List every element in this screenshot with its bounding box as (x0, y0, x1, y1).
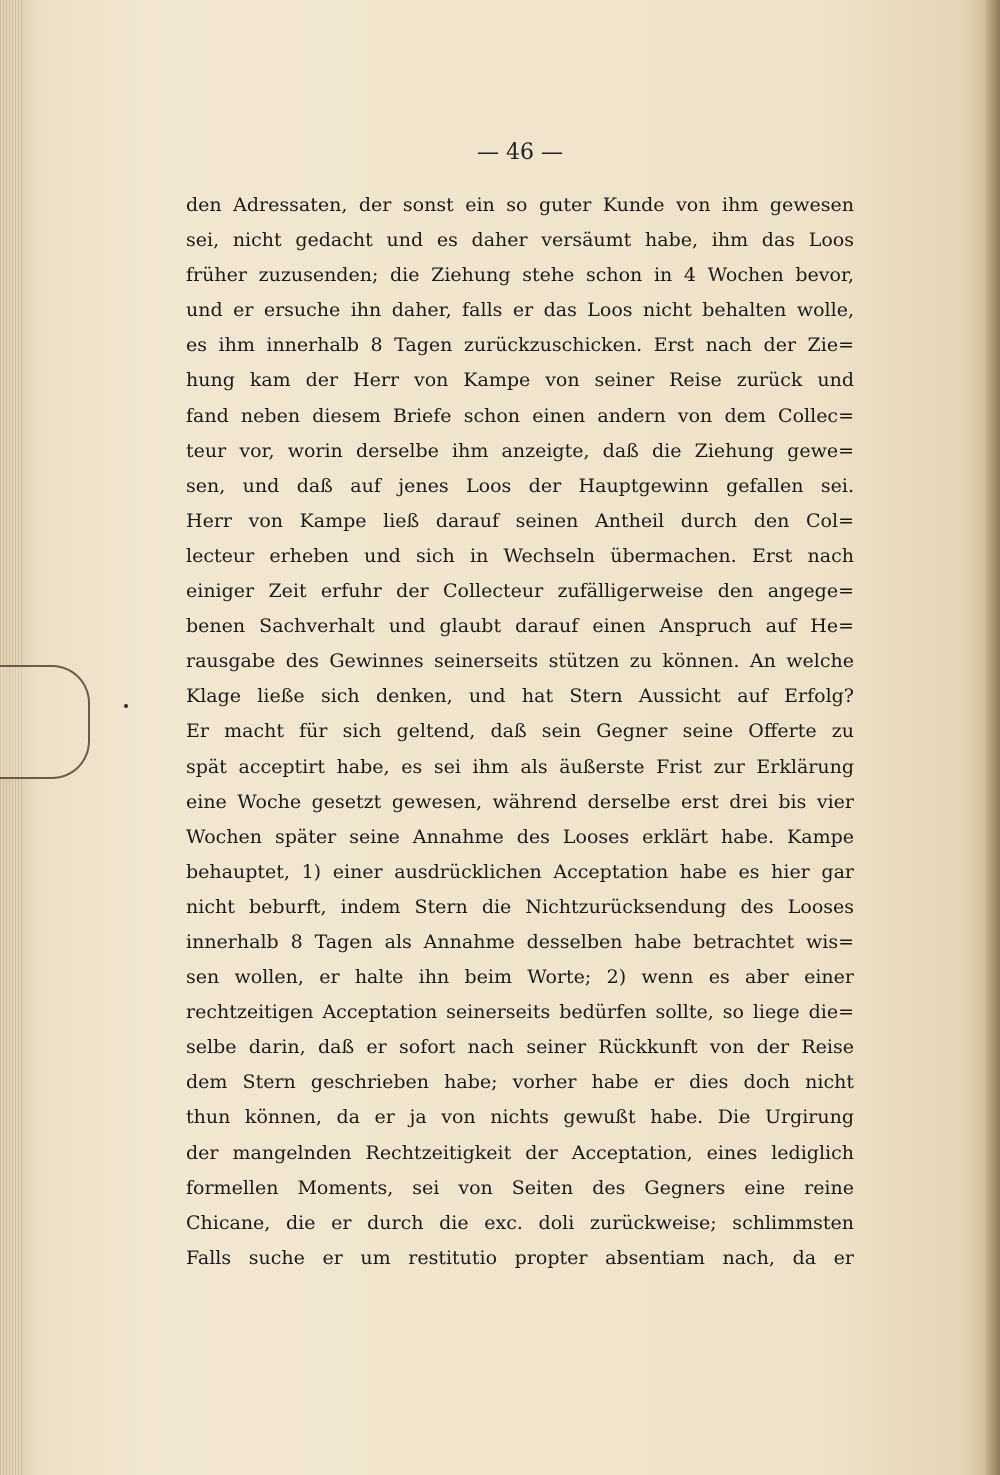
text-line: eine Woche gesetzt gewesen, während derselbe erst drei bis vier (186, 790, 854, 813)
text-line: behauptet, 1) einer ausdrücklichen Acceptation habe es hier gar (186, 860, 854, 883)
text-line: einiger Zeit erfuhr der Collecteur zufälligerweise den angege= (186, 580, 854, 603)
text-line: Er macht für sich geltend, daß sein Gegner seine Offerte zu (186, 720, 854, 743)
text-line: fand neben diesem Briefe schon einen andern von dem Collec= (186, 404, 854, 427)
text-line: thun können, da er ja von nichts gewußt habe. Die Urgirung (186, 1106, 854, 1129)
text-line: formellen Moments, sei von Seiten des Gegners eine reine (186, 1176, 854, 1199)
text-line: Herr von Kampe ließ darauf seinen Antheil durch den Col= (186, 509, 854, 532)
text-line: nicht beburft, indem Stern die Nichtzurücksendung des Looses (186, 895, 854, 918)
text-line: sen, und daß auf jenes Loos der Hauptgewinn gefallen sei. (186, 474, 854, 497)
text-line: hung kam der Herr von Kampe von seiner Reise zurück und (186, 369, 854, 392)
text-line: selbe darin, daß er sofort nach seiner Rückkunft von der Reise (186, 1036, 854, 1059)
text-line: lecteur erheben und sich in Wechseln übermachen. Erst nach (186, 544, 854, 567)
text-line: früher zuzusenden; die Ziehung stehe schon in 4 Wochen bevor, (186, 264, 854, 287)
page-right-edge (986, 0, 1000, 1475)
text-line: und er ersuche ihn daher, falls er das Loos nicht behalten wolle, (186, 299, 854, 322)
text-line: benen Sachverhalt und glaubt darauf einen Anspruch auf He= (186, 615, 854, 638)
text-line: den Adressaten, der sonst ein so guter Kunde von ihm gewesen (186, 194, 854, 216)
text-line: der mangelnden Rechtzeitigkeit der Acceptation, eines lediglich (186, 1141, 854, 1164)
ink-dot (124, 704, 128, 708)
text-line: Wochen später seine Annahme des Looses erklärt habe. Kampe (186, 825, 854, 848)
page-number: — 46 — (477, 140, 563, 165)
text-line: teur vor, worin derselbe ihm anzeigte, daß die Ziehung gewe= (186, 439, 854, 462)
text-line: sen wollen, er halte ihn beim Worte; 2) wenn es aber einer (186, 966, 854, 989)
text-line: sei, nicht gedacht und es daher versäumt habe, ihm das Loos (186, 229, 854, 252)
text-line: rechtzeitigen Acceptation seinerseits bedürfen sollte, so liege die= (186, 1001, 854, 1024)
text-line: Falls suche er um restitutio propter absentiam nach, da er (186, 1246, 854, 1269)
text-line: Klage ließe sich denken, und hat Stern Aussicht auf Erfolg? (186, 685, 854, 708)
text-line: dem Stern geschrieben habe; vorher habe er dies doch nicht (186, 1071, 854, 1094)
text-line: rausgabe des Gewinnes seinerseits stützen zu können. An welche (186, 650, 854, 673)
text-line: Chicane, die er durch die exc. doli zurückweise; schlimmsten (186, 1211, 854, 1234)
text-line: innerhalb 8 Tagen als Annahme desselben habe betrachtet wis= (186, 930, 854, 953)
text-line: es ihm innerhalb 8 Tagen zurückzuschicken. Erst nach der Zie= (186, 334, 854, 357)
body-text (186, 188, 854, 1276)
paper-tab-outline (0, 665, 90, 779)
text-line: spät acceptirt habe, es sei ihm als äußerste Frist zur Erklärung (186, 755, 854, 778)
